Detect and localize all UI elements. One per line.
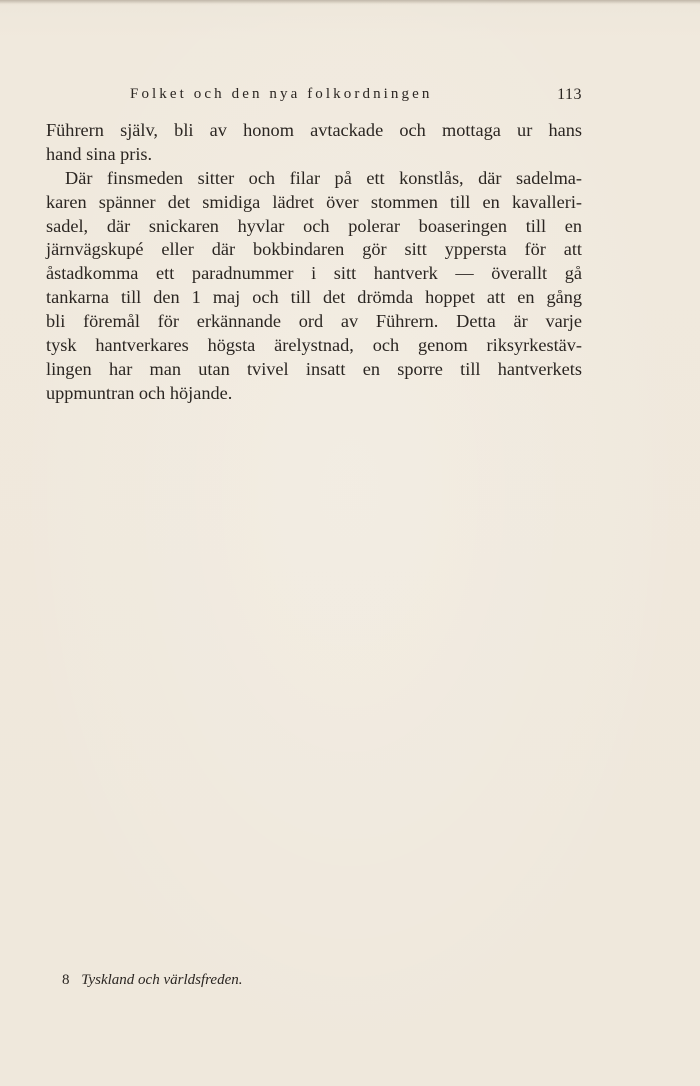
text-line: sadel, där snickaren hyvlar och polerar boaseringen till en xyxy=(46,215,582,236)
text-line: karen spänner det smidiga lädret över stommen till en kavalleri- xyxy=(46,191,582,212)
running-head xyxy=(46,86,582,108)
text-line: Där finsmeden sitter och filar på ett konstlås, där sadelma- xyxy=(65,167,582,188)
text-line: bli föremål för erkännande ord av Führern. Detta är varje xyxy=(46,311,582,332)
signature-title: Tyskland och världsfreden. xyxy=(81,972,243,988)
paragraph xyxy=(46,167,582,406)
text-line: tankarna till den 1 maj och till det drömda hoppet att en gång xyxy=(46,287,582,308)
paragraph xyxy=(46,119,582,167)
text-line: hand sina pris. xyxy=(46,143,153,164)
text-line: lingen har man utan tvivel insatt en sporre till hantverkets xyxy=(46,358,582,379)
signature-number: 8 xyxy=(62,972,70,988)
text-line: uppmuntran och höjande. xyxy=(46,382,233,403)
text-line: järnvägskupé eller där bokbindaren gör sitt yppersta för att xyxy=(46,239,582,260)
text-line: Führern själv, bli av honom avtackade och mottaga ur hans xyxy=(46,120,582,140)
printer-signature xyxy=(62,972,242,989)
text-line: åstadkomma ett paradnummer i sitt hantverk — överallt gå xyxy=(46,263,582,284)
body-text xyxy=(46,119,582,406)
text-line: tysk hantverkares högsta ärelystnad, och genom riksyrkestäv- xyxy=(46,335,582,356)
page-top-edge xyxy=(0,0,700,4)
running-title: Folket och den nya folkordningen xyxy=(130,86,433,102)
page-number: 113 xyxy=(557,86,582,103)
